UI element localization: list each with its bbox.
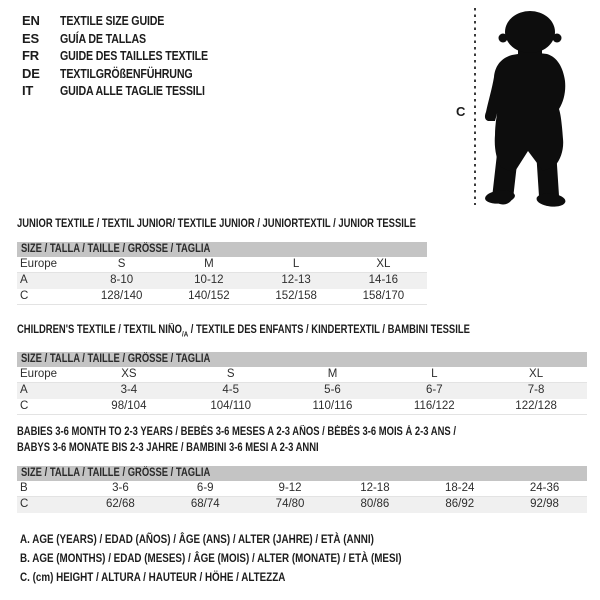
table-cell: 6-7 (425, 384, 443, 397)
table-cell: 6-9 (196, 482, 214, 494)
baby-figure-graphic (450, 0, 600, 215)
table-row-c (17, 399, 587, 415)
table-row-c (17, 289, 427, 305)
table-cell: 98/104 (111, 400, 147, 413)
section-title-line (17, 424, 587, 440)
table-cell: 92/98 (530, 498, 559, 510)
legend-notes (20, 530, 485, 587)
table-cell: 14-16 (368, 274, 399, 286)
row-label: C (20, 498, 29, 510)
row-label: C (20, 290, 29, 302)
table-cell: 4-5 (222, 384, 239, 397)
language-row-en (22, 12, 240, 30)
size-header-text: SIZE / TALLA / TAILLE / GRÖSSE / TAGLIA (21, 353, 211, 366)
guide-title-de: TEXTILGRÖßENFÜHRUNG (60, 65, 193, 81)
table-row-a (17, 383, 587, 399)
table-cell: M (327, 368, 338, 381)
language-row-es (22, 30, 240, 48)
table-cell: 80/86 (360, 498, 390, 510)
table-cell: L (431, 368, 438, 381)
table-cell: 110/116 (312, 400, 353, 413)
row-label: C (20, 400, 29, 413)
language-code: ES (22, 30, 39, 46)
table-row-europe (17, 257, 427, 273)
language-row-it (22, 82, 240, 100)
section-title-line (17, 322, 587, 342)
section-title-text: JUNIOR TEXTILE / TEXTIL JUNIOR/ TEXTILE JUNIOR / JUNIORTEXTIL / JUNIOR TESSILE (17, 218, 416, 230)
table-cell: 24-36 (529, 482, 560, 494)
table-row-a (17, 273, 427, 289)
table-cell: 116/122 (413, 400, 455, 413)
guide-title-en: TEXTILE SIZE GUIDE (60, 13, 165, 29)
table-cell: 18-24 (445, 482, 475, 494)
size-table-section-babies (17, 424, 587, 513)
table-cell: 10-12 (194, 274, 224, 286)
table-cell: 122/128 (515, 400, 557, 413)
row-label: A (20, 274, 28, 286)
table-cell: 8-10 (110, 274, 134, 286)
baby-silhouette (484, 11, 566, 208)
table-cell: 3-4 (120, 384, 138, 397)
table-cell: 104/110 (210, 400, 252, 413)
size-header-text: SIZE / TALLA / TAILLE / GRÖSSE / TAGLIA (21, 467, 211, 479)
table-cell: 140/152 (188, 290, 230, 302)
section-title-text: BABIES 3-6 MONTH TO 2-3 YEARS / BEBÉS 3-6 MESES A 2-3 AÑOS / BÉBÉS 3-6 MOIS À 2-3 ANS / (17, 426, 456, 438)
language-title-list (22, 12, 240, 100)
table-cell: 62/68 (106, 498, 135, 510)
guide-title-es: GUÍA DE TALLAS (60, 30, 146, 46)
row-label: B (20, 482, 28, 494)
legend-note-b: B. AGE (MONTHS) / EDAD (MESES) / ÂGE (MOIS) / ALTER (MONATE) / ETÀ (MESI) (20, 551, 402, 565)
legend-note-c: C. (cm) HEIGHT / ALTURA / HAUTEUR / HÖHE / ALTEZZA (20, 570, 286, 584)
table-cell: 5-6 (324, 384, 341, 397)
size-header-text: SIZE / TALLA / TAILLE / GRÖSSE / TAGLIA (21, 243, 211, 255)
table-cell: 7-8 (527, 384, 545, 397)
size-header-bar (17, 352, 587, 367)
table-cell: 9-12 (278, 482, 302, 494)
language-code: DE (22, 65, 40, 81)
table-cell: S (226, 368, 235, 381)
table-cell: 12-18 (360, 482, 390, 494)
language-code: FR (22, 48, 39, 64)
language-row-fr (22, 47, 240, 65)
table-row-europe (17, 367, 587, 383)
table-row-c (17, 497, 587, 513)
size-table-section-children (17, 322, 587, 415)
height-figure (450, 0, 600, 215)
table-cell: 86/92 (445, 498, 475, 510)
language-code: IT (22, 83, 34, 99)
table-cell: 12-13 (281, 274, 311, 286)
table-cell: 68/74 (190, 498, 220, 510)
table-cell: M (204, 258, 214, 270)
section-title-text: BABYS 3-6 MONATE BIS 2-3 JAHRE / BAMBINI 3-6 MESI A 2-3 ANNI (17, 442, 319, 454)
row-label: Europe (20, 258, 58, 270)
language-row-de (22, 65, 240, 83)
size-header-bar (17, 242, 427, 257)
table-cell: XL (529, 368, 544, 381)
table-cell: 152/158 (275, 290, 317, 302)
table-row-b (17, 481, 587, 497)
section-title-line (17, 440, 587, 456)
size-table-section-junior (17, 216, 427, 305)
legend-note-a: A. AGE (YEARS) / EDAD (AÑOS) / ÂGE (ANS) / ALTER (JAHRE) / ETÀ (ANNI) (20, 532, 374, 546)
section-title (17, 216, 427, 232)
section-title (17, 322, 587, 342)
height-measure-label: C (456, 104, 466, 119)
section-title-line (17, 216, 427, 232)
size-header-bar (17, 466, 587, 481)
table-cell: 128/140 (100, 290, 143, 302)
table-cell: 158/170 (362, 290, 405, 302)
section-title-text: CHILDREN'S TEXTILE / TEXTIL $NIÑO_{/A}$ / TEXTILE DES ENFANTS / KINDERTEXTIL / BAMBINI TESSILE (17, 324, 470, 339)
row-label: Europe (20, 368, 58, 381)
guide-title-fr: GUIDE DES TAILLES TEXTILE (60, 48, 208, 64)
table-cell: 74/80 (275, 498, 305, 510)
table-cell: S (117, 258, 126, 270)
guide-title-it: GUIDA ALLE TAGLIE TESSILI (60, 83, 205, 99)
table-cell: XS (121, 368, 137, 381)
table-cell: 3-6 (112, 482, 129, 494)
language-code: EN (22, 13, 40, 29)
subscript: /A (182, 329, 189, 339)
row-label: A (20, 384, 28, 397)
table-cell: L (292, 258, 300, 270)
table-cell: XL (376, 258, 391, 270)
section-title (17, 424, 587, 456)
